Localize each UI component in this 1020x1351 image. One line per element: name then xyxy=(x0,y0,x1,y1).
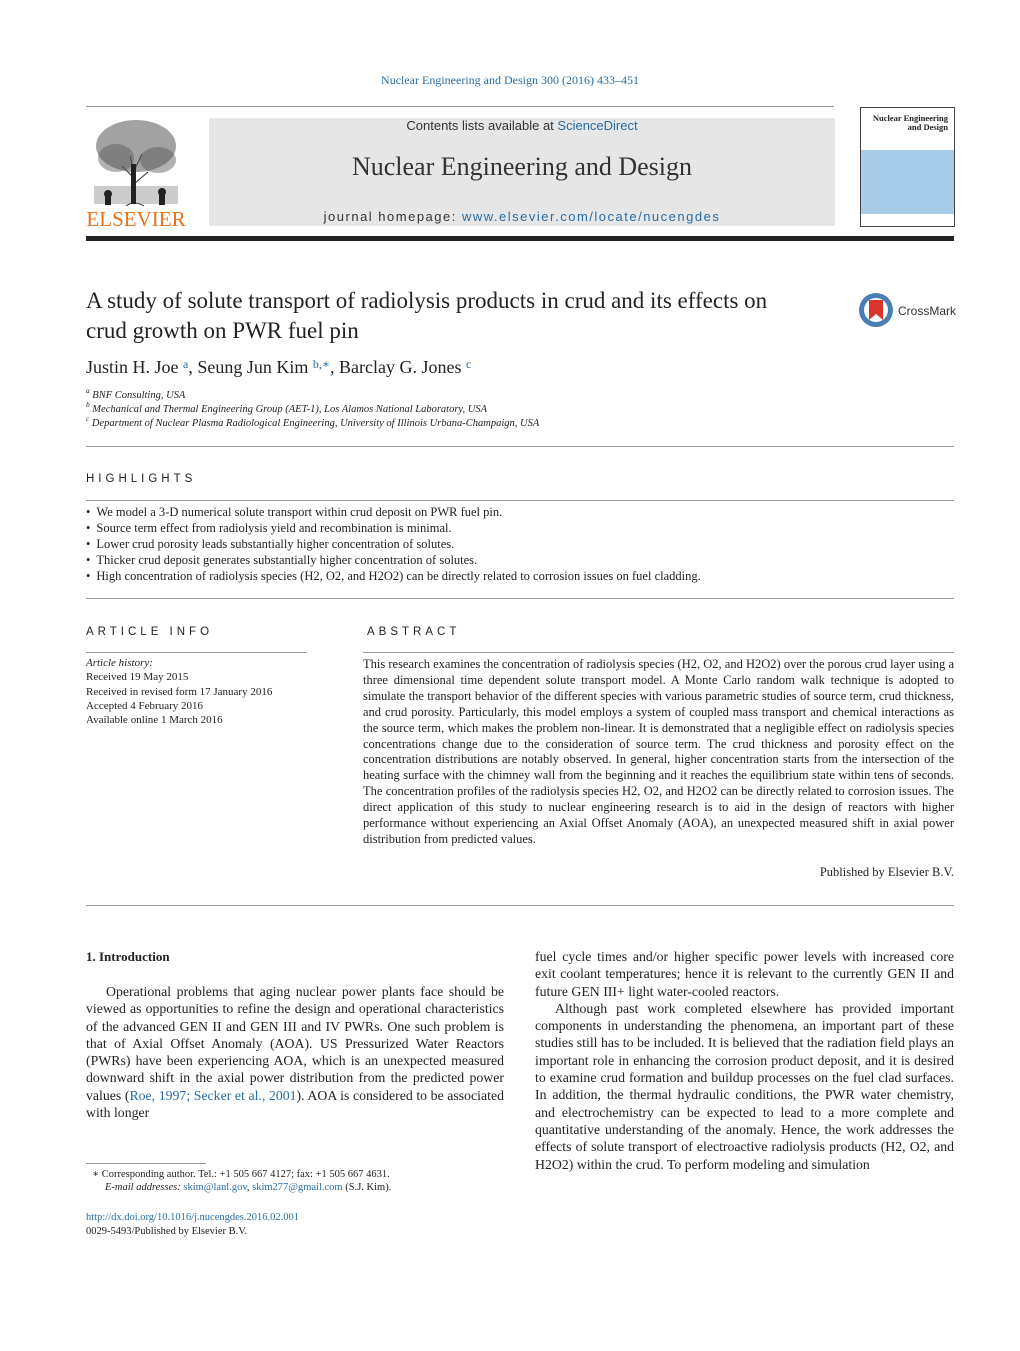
highlight-item: • High concentration of radiolysis species (H2, O2, and H2O2) can be directly related to corrosion issues on fuel cladding. xyxy=(86,569,701,584)
author-affiliation-marker[interactable]: c xyxy=(465,357,472,371)
email-link[interactable]: skim@lanl.gov xyxy=(183,1182,247,1193)
highlight-item: • Thicker crud deposit generates substantially higher concentration of solutes. xyxy=(86,553,477,568)
affiliation-text: BNF Consulting, USA xyxy=(92,390,186,401)
divider xyxy=(86,652,307,653)
article-info-heading: ARTICLE INFO xyxy=(86,626,214,638)
affiliation-text: Department of Nuclear Plasma Radiological Engineering, University of Illinois Urbana-Champaign, USA xyxy=(91,418,540,429)
sciencedirect-link[interactable]: ScienceDirect xyxy=(557,118,638,133)
journal-reference-link[interactable]: Nuclear Engineering and Design 300 (2016) 433–451 xyxy=(381,73,639,87)
affiliation-key: a xyxy=(86,386,90,395)
author-affiliation-marker[interactable]: a xyxy=(183,357,189,371)
cover-header xyxy=(861,108,954,150)
homepage-prefix: journal homepage: xyxy=(323,209,462,224)
affiliation xyxy=(86,386,186,401)
published-by: Published by Elsevier B.V. xyxy=(819,865,954,879)
affiliation-key: c xyxy=(86,414,90,423)
affiliation xyxy=(86,414,540,429)
body-column-right xyxy=(535,948,954,1173)
intro-paragraph xyxy=(86,983,504,1121)
abstract-text: This research examines the concentration of radiolysis species (H2, O2, and H2O2) over the porous crud layer using a three dimensional time dependent solute transport model. A Monte Carlo random walk technique is adopted to simulate the transport behavior of the different species with various parametric studies of source term, crud thickness, and crud porosity. Particularly, this model employs a system of coupled mass transport and chemical interactions as the source term, which makes the problem non-linear. It is demonstrated that a negligible effect on radiolysis species concentrations change due to the consideration of source term. The crud thickness and porosity effect on the concentration distributions are notably observed. In general, higher concentration starts from the intersection of the heating surface with the chimney wall from the beginning and it reaches the equilibrium state within tens of seconds. The concentration profiles of the radiolysis species H2, O2, and H2O2 can be directly related to corrosion issues. The direct application of this study to nuclear engineering research is to aid in the design of reactors with higher performance without experiencing an Axial Offset Anomaly (AOA), an unexpected measured shift in axial power distribution from predicted values. xyxy=(363,657,954,846)
email-suffix: (S.J. Kim). xyxy=(342,1182,392,1193)
header-thick-rule xyxy=(86,236,954,241)
divider xyxy=(86,446,954,447)
author-affiliation-marker[interactable]: b,∗ xyxy=(312,357,331,371)
introduction-heading: 1. Introduction xyxy=(86,949,170,964)
divider xyxy=(86,905,954,906)
history-entry: Received in revised form 17 January 2016 xyxy=(86,686,273,698)
paragraph-text: ). AOA is considered to be associated with longer xyxy=(86,1087,504,1121)
elsevier-wordmark: ELSEVIER xyxy=(86,207,186,231)
contents-prefix: Contents lists available at xyxy=(406,118,558,133)
author-name[interactable]: Justin H. Joe xyxy=(86,357,179,377)
divider xyxy=(86,598,954,599)
cover-image xyxy=(861,150,954,214)
header-top-rule xyxy=(86,106,834,107)
email-label: E-mail addresses: xyxy=(105,1182,184,1193)
history-entry: Accepted 4 February 2016 xyxy=(86,700,203,712)
corresponding-author-note: ∗ Corresponding author. Tel.: +1 505 667 4127; fax: +1 505 667 4631. xyxy=(92,1169,390,1180)
abstract-heading: ABSTRACT xyxy=(367,626,461,638)
article-title: A study of solute transport of radiolysis products in crud and its effects on crud growth on PWR fuel pin xyxy=(86,288,768,343)
highlight-item: • Source term effect from radiolysis yield and recombination is minimal. xyxy=(86,521,452,536)
crossmark-label[interactable]: CrossMark xyxy=(898,304,957,318)
affiliation-text: Mechanical and Thermal Engineering Group (AET-1), Los Alamos National Laboratory, USA xyxy=(92,404,488,415)
divider xyxy=(86,500,954,501)
affiliation-key: b xyxy=(86,400,90,409)
highlight-item: • We model a 3-D numerical solute transport within crud deposit on PWR fuel pin. xyxy=(86,505,502,520)
homepage-line xyxy=(209,209,835,224)
contents-line xyxy=(209,118,835,133)
body-column-left xyxy=(86,983,504,1121)
author-name[interactable]: Seung Jun Kim xyxy=(197,357,309,377)
highlights-heading: HIGHLIGHTS xyxy=(86,473,197,485)
highlight-item: • Lower crud porosity leads substantially higher concentration of solutes. xyxy=(86,537,454,552)
paragraph-text: Operational problems that aging nuclear power plants face should be viewed as opportunities to refine the design and operational characteristics of the advanced GEN II and GEN III and IV PWRs. One such problem is that of Axial Offset Anomaly (AOA). US Pressurized Water Reactors (PWRs) have been experiencing AOA, which is an unexpected measured downward shift in the axial power distribution from the predicted power values ( xyxy=(86,984,504,1103)
author-name[interactable]: Barclay G. Jones xyxy=(339,357,462,377)
doi-link[interactable]: http://dx.doi.org/10.1016/j.nucengdes.2016.02.001 xyxy=(86,1212,300,1223)
homepage-link[interactable]: www.elsevier.com/locate/nucengdes xyxy=(461,209,721,224)
journal-cover-thumbnail[interactable] xyxy=(860,107,955,227)
history-entry: Received 19 May 2015 xyxy=(86,671,189,683)
cover-title: Nuclear Engineering and Design xyxy=(872,113,948,132)
footnote-rule xyxy=(86,1163,206,1164)
author-list: Justin H. Joe $^a$, Seung Jun Kim $^{b,∗}$, Barclay G. Jones $^c$ xyxy=(86,357,472,377)
affiliation xyxy=(86,400,488,415)
history-entry: Available online 1 March 2016 xyxy=(86,714,223,726)
intro-paragraph: Although past work completed elsewhere has provided important components in understanding the phenomena, an important part of these studies still has to be included. It is believed that the radiation field plays an important role in enhancing the corrosion product deposit, and it is desired to examine crud formation and buildup processes on the fuel clad surfaces. In addition, the thermal hydraulic conditions, the PWR water chemistry, and electrochemistry can be expected to lead to a more complete and quantitative understanding of the anomaly. Hence, the work addresses the effects of solute transport of electroactive radiolysis products (H2, O2, and H2O2) within the crud. To perform modeling and simulation xyxy=(535,1000,954,1172)
email-link[interactable]: skim277@gmail.com xyxy=(252,1182,343,1193)
citation-link[interactable]: Roe, 1997; Secker et al., 2001 xyxy=(129,1087,297,1103)
journal-title: Nuclear Engineering and Design xyxy=(351,152,693,181)
email-note: E-mail addresses: skim@lanl.gov, skim277@gmail.com (S.J. Kim). xyxy=(105,1182,392,1193)
divider xyxy=(363,652,954,653)
intro-paragraph: fuel cycle times and/or higher specific power levels with increased core exit coolant temperatures; hence it is relevant to the currently GEN II and future GEN III+ light water-cooled reactors. xyxy=(535,949,954,999)
article-history-label: Article history: xyxy=(86,657,153,669)
issn-line: 0029-5493/Published by Elsevier B.V. xyxy=(86,1226,248,1237)
